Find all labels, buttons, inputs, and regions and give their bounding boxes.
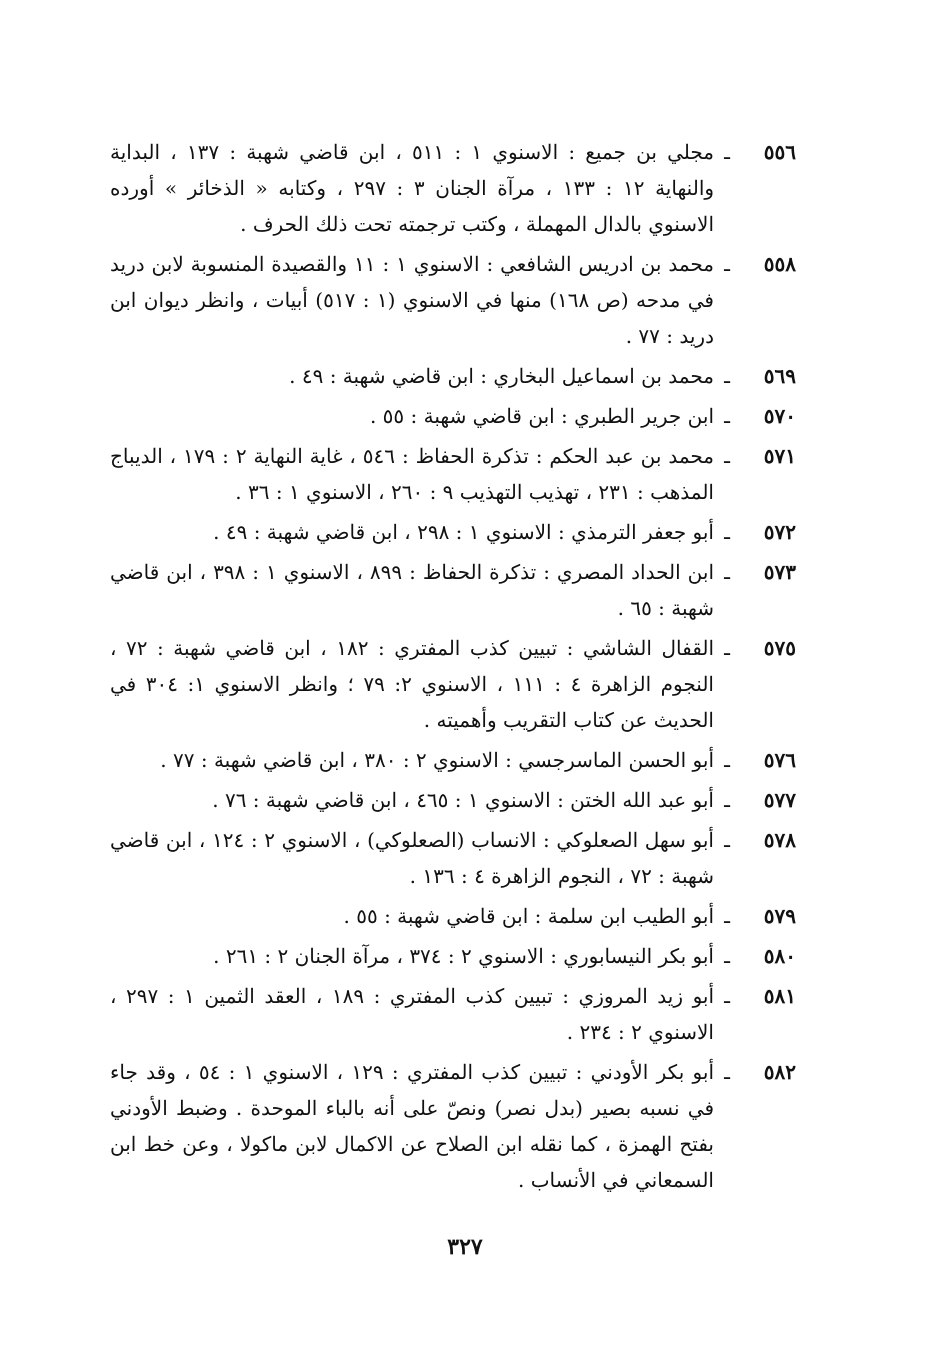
note-dash: ـ bbox=[724, 944, 730, 968]
note-entry bbox=[110, 782, 796, 818]
note-entry bbox=[110, 822, 796, 894]
note-dash: ـ bbox=[724, 636, 730, 660]
note-entry bbox=[110, 438, 796, 510]
note-number: ٥٧٨ bbox=[763, 828, 796, 852]
note-entry bbox=[110, 246, 796, 354]
note-dash: ـ bbox=[724, 520, 730, 544]
note-dash: ـ bbox=[724, 404, 730, 428]
note-text: ابن جرير الطبري : ابن قاضي شهبة : ٥٥ . bbox=[369, 404, 714, 428]
note-entry bbox=[110, 898, 796, 934]
note-entry bbox=[110, 358, 796, 394]
note-text: أبو عبد الله الختن : الاسنوي ١ : ٤٦٥ ، ابن قاضي شهبة : ٧٦ . bbox=[212, 788, 714, 812]
note-dash: ـ bbox=[724, 828, 730, 852]
page-number: ٣٢٧ bbox=[447, 1234, 483, 1260]
note-number: ٥٨٠ bbox=[763, 944, 796, 968]
note-entry bbox=[110, 978, 796, 1050]
note-text: أبو سهل الصعلوكي : الانساب (الصعلوكي) ، الاسنوي ٢ : ١٢٤ ، ابن قاضي شهبة : ٧٢ ، النجوم الزاهرة ٤ : ١٣٦ . bbox=[110, 828, 714, 888]
note-entry bbox=[110, 514, 796, 550]
note-dash: ـ bbox=[724, 252, 730, 276]
note-dash: ـ bbox=[724, 904, 730, 928]
note-dash: ـ bbox=[724, 444, 730, 468]
note-text: أبو زيد المروزي : تبيين كذب المفتري : ١٨٩ ، العقد الثمين ١ : ٢٩٧ ، الاسنوي ٢ : ٢٣٤ . bbox=[110, 984, 715, 1044]
note-text: القفال الشاشي : تبيين كذب المفتري : ١٨٢ ، ابن قاضي شهبة : ٧٢ ، النجوم الزاهرة ٤ : ١١١ ، الاسنوي ٢: ٧٩ ؛ وانظر الاسنوي ١: ٣٠٤ في الحديث عن كتاب التقريب وأهميته . bbox=[110, 636, 714, 732]
note-text: ابن الحداد المصري : تذكرة الحفاظ : ٨٩٩ ، الاسنوي ١ : ٣٩٨ ، ابن قاضي شهبة : ٦٥ . bbox=[110, 560, 714, 620]
note-dash: ـ bbox=[724, 788, 730, 812]
note-text: أبو الحسن الماسرجسي : الاسنوي ٢ : ٣٨٠ ، ابن قاضي شهبة : ٧٧ . bbox=[160, 748, 714, 772]
note-entry bbox=[110, 630, 796, 738]
note-text: أبو الطيب ابن سلمة : ابن قاضي شهبة : ٥٥ . bbox=[343, 904, 714, 928]
note-text: أبو جعفر الترمذي : الاسنوي ١ : ٢٩٨ ، ابن قاضي شهبة : ٤٩ . bbox=[213, 520, 714, 544]
note-number: ٥٧٠ bbox=[763, 404, 796, 428]
note-dash: ـ bbox=[724, 984, 730, 1008]
note-number: ٥٧٢ bbox=[763, 520, 796, 544]
note-entry bbox=[110, 554, 796, 626]
note-text: محمد بن اسماعيل البخاري : ابن قاضي شهبة : ٤٩ . bbox=[289, 364, 714, 388]
note-number: ٥٦٩ bbox=[763, 364, 796, 388]
note-number: ٥٧٩ bbox=[763, 904, 796, 928]
note-entry bbox=[110, 134, 796, 242]
note-text: أبو بكر الأودني : تبيين كذب المفتري : ١٢٩ ، الاسنوي ١ : ٥٤ ، وقد جاء في نسبه بصير (بدل نصر) ونصّ على أنه بالباء الموحدة . وضبط الأودني بفتح الهمزة ، كما نقله ابن الصلاح عن الاكمال لابن ماكولا ، وعن خط ابن السمعاني في الأنساب . bbox=[110, 1060, 715, 1192]
notes-list bbox=[110, 134, 796, 1202]
note-number: ٥٥٨ bbox=[763, 252, 796, 276]
note-entry bbox=[110, 938, 796, 974]
note-text: محمد بن ادريس الشافعي : الاسنوي ١ : ١١ والقصيدة المنسوبة لابن دريد في مدحه (ص ١٦٨) منها في الاسنوي (١ : ٥١٧) أبيات ، وانظر ديوان ابن دريد : ٧٧ . bbox=[110, 252, 715, 348]
note-number: ٥٨٢ bbox=[763, 1060, 796, 1084]
note-entry bbox=[110, 398, 796, 434]
note-text: أبو بكر النيسابوري : الاسنوي ٢ : ٣٧٤ ، مرآة الجنان ٢ : ٢٦١ . bbox=[213, 944, 714, 968]
note-text: محمد بن عبد الحكم : تذكرة الحفاظ : ٥٤٦ ، غاية النهاية ٢ : ١٧٩ ، الديباج المذهب : ٢٣١ ، تهذيب التهذيب ٩ : ٢٦٠ ، الاسنوي ١ : ٣٦ . bbox=[110, 444, 714, 504]
note-dash: ـ bbox=[724, 364, 730, 388]
note-entry bbox=[110, 742, 796, 778]
note-number: ٥٧١ bbox=[763, 444, 796, 468]
note-number: ٥٧٥ bbox=[763, 636, 796, 660]
note-dash: ـ bbox=[724, 1060, 730, 1084]
note-number: ٥٥٦ bbox=[763, 140, 796, 164]
note-number: ٥٧٦ bbox=[763, 748, 796, 772]
note-number: ٥٨١ bbox=[763, 984, 796, 1008]
note-dash: ـ bbox=[724, 560, 730, 584]
note-dash: ـ bbox=[724, 140, 730, 164]
note-number: ٥٧٧ bbox=[763, 788, 796, 812]
note-number: ٥٧٣ bbox=[763, 560, 796, 584]
note-dash: ـ bbox=[724, 748, 730, 772]
note-entry bbox=[110, 1054, 796, 1198]
note-text: مجلي بن جميع : الاسنوي ١ : ٥١١ ، ابن قاضي شهبة : ١٣٧ ، البداية والنهاية ١٢ : ١٣٣ ، مرآة الجنان ٣ : ٢٩٧ ، وكتابه « الذخائر » أورده الاسنوي بالدال المهملة ، وكتب ترجمته تحت ذلك الحرف . bbox=[110, 140, 715, 236]
